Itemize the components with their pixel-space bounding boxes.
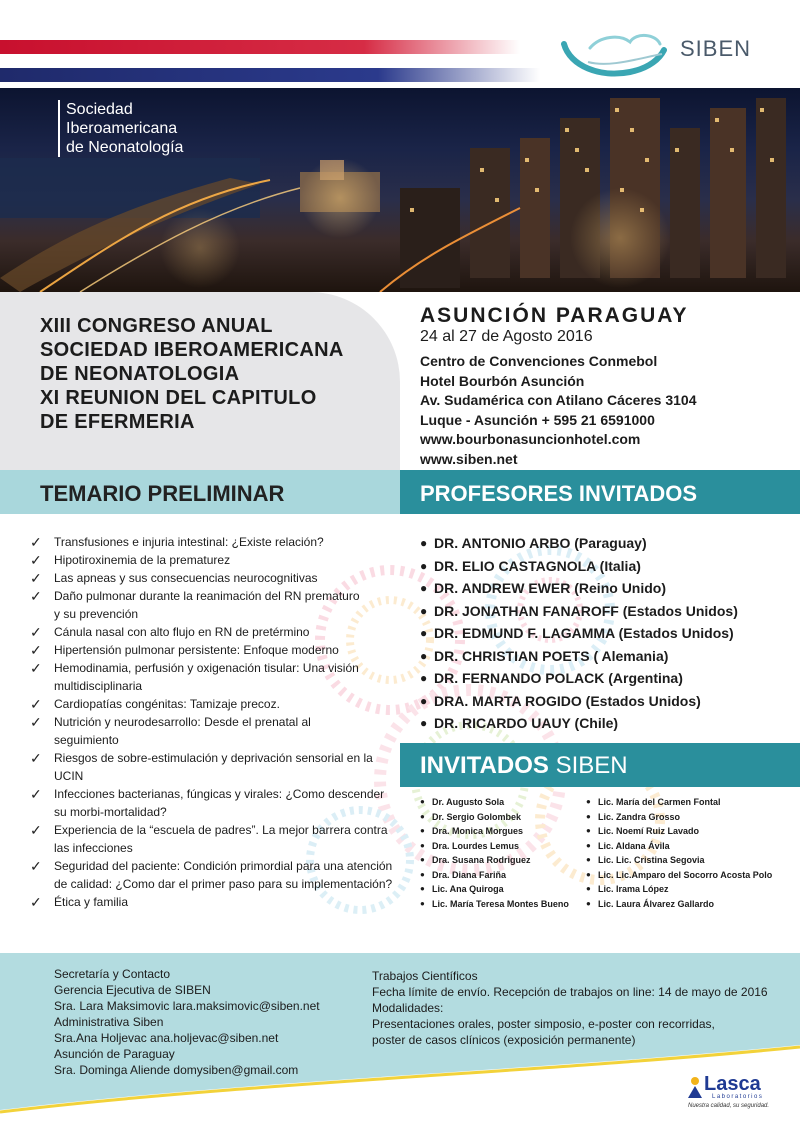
list-item-text: Lic. Ana Quiroga — [432, 884, 504, 894]
list-item — [420, 600, 790, 623]
bullet-icon: ● — [420, 648, 428, 663]
check-icon: ✓ — [30, 696, 42, 712]
venue-info — [420, 304, 790, 469]
list-item-text: DR. CHRISTIAN POETS ( Alemania) — [434, 647, 669, 664]
list-item-text: Dra. Monica Morgues — [432, 826, 524, 836]
list-item — [30, 857, 400, 893]
venue-line: Hotel Bourbón Asunción — [420, 372, 585, 389]
lasca-tagline: Nuestra calidad, su seguridad. — [688, 1103, 770, 1109]
venue-dates: 24 al 27 de Agosto 2016 — [420, 328, 593, 345]
bullet-icon: ● — [420, 671, 428, 685]
list-item — [586, 839, 791, 854]
list-item-text: de calidad: ¿Como dar el primer paso para su implementación? — [54, 877, 393, 891]
profesores-list — [420, 532, 790, 735]
contact-line: Administrativa Siben — [54, 1015, 164, 1029]
list-item — [420, 795, 590, 810]
trabajos-line: poster de casos clínicos (exposición permanente) — [372, 1033, 636, 1047]
list-item-text: DRA. MARTA ROGIDO (Estados Unidos) — [434, 692, 701, 709]
trabajos-line: Presentaciones orales, poster simposio, e-poster con recorridas, — [372, 1017, 715, 1031]
list-item — [30, 713, 400, 749]
list-item-text: DR. ANDREW EWER (Reino Unido) — [434, 580, 667, 596]
list-item-text: su morbi-mortalidad? — [54, 805, 167, 819]
check-icon: ✓ — [30, 624, 42, 640]
profesores-title: PROFESORES INVITADOS — [420, 481, 698, 506]
check-icon: ✓ — [30, 786, 42, 802]
list-item-text: Ética y familia — [54, 895, 129, 909]
congress-title — [40, 314, 390, 434]
list-item — [30, 533, 400, 551]
header-red-stripe — [0, 40, 520, 54]
list-item — [420, 555, 790, 578]
list-item — [586, 868, 791, 883]
list-item-text: Lic. Noemí Ruiz Lavado — [598, 826, 700, 836]
list-item — [30, 659, 400, 695]
hotel-website-link[interactable]: www.bourbonasuncionhotel.com — [420, 431, 641, 447]
society-line-3: de Neonatología — [66, 139, 184, 156]
list-item — [30, 821, 400, 857]
list-item — [30, 551, 400, 569]
check-icon: ✓ — [30, 642, 42, 658]
bullet-icon: ● — [420, 558, 428, 573]
list-item — [586, 824, 791, 839]
list-item — [420, 810, 590, 825]
congress-title-line: DE EFERMERIA — [40, 411, 195, 433]
list-item — [30, 569, 400, 587]
contact-email-lara[interactable]: Sra. Lara Maksimovic lara.maksimovic@siben.net — [54, 999, 320, 1013]
list-item — [420, 532, 790, 555]
list-item-text: Dr. Augusto Sola — [432, 797, 505, 807]
list-item — [420, 897, 590, 912]
list-item — [30, 695, 400, 713]
trabajos-line: Trabajos Científicos — [372, 969, 478, 983]
bullet-icon: ● — [420, 693, 428, 708]
bullet-icon: ● — [586, 869, 591, 879]
venue-line: Centro de Convenciones Conmebol — [420, 353, 658, 369]
check-icon: ✓ — [30, 822, 42, 838]
list-item — [420, 690, 790, 713]
list-item — [30, 893, 400, 911]
invitados-title-light: SIBEN — [555, 752, 628, 779]
list-item-text: Lic. María del Carmen Fontal — [598, 797, 721, 807]
bullet-icon: ● — [420, 603, 428, 618]
list-item-text: Experiencia de la “escuela de padres”. La mejor barrera contra — [54, 823, 388, 837]
list-item-text: Dra. Lourdes Lemus — [432, 840, 520, 851]
check-icon: ✓ — [30, 552, 42, 568]
header-blue-stripe — [0, 68, 540, 82]
list-item-text: DR. FERNANDO POLACK (Argentina) — [434, 670, 683, 686]
list-item-text: Lic. María Teresa Montes Bueno — [432, 898, 569, 909]
bullet-icon: ● — [586, 898, 591, 908]
list-item-text: DR. ANTONIO ARBO (Paraguay) — [434, 535, 647, 551]
bullet-icon: ● — [420, 536, 428, 550]
list-item — [420, 577, 790, 600]
contact-line: Gerencia Ejecutiva de SIBEN — [54, 983, 211, 997]
list-item-text: DR. RICARDO UAUY (Chile) — [434, 715, 619, 731]
contact-info — [54, 966, 374, 1078]
venue-city: ASUNCIÓN PARAGUAY — [420, 304, 689, 327]
list-item — [586, 853, 791, 868]
list-item-text: Dr. Sergio Golombek — [432, 811, 522, 822]
list-item-text: Dra. Susana Rodriguez — [432, 855, 531, 865]
siben-logo-text: SIBEN — [680, 36, 752, 61]
bullet-icon: ● — [586, 826, 591, 835]
list-item — [420, 882, 590, 897]
bullet-icon: ● — [420, 826, 425, 835]
bullet-icon: ● — [586, 840, 591, 850]
bullet-icon: ● — [420, 811, 425, 821]
invitados-title-bold: INVITADOS — [420, 752, 549, 779]
list-item-text: Infecciones bacterianas, fúngicas y virales: ¿Como descender — [54, 787, 385, 801]
list-item-text: DR. EDMUND F. LAGAMMA (Estados Unidos) — [434, 625, 734, 641]
congress-title-line: DE NEONATOLOGIA — [40, 363, 240, 385]
list-item — [586, 795, 791, 810]
list-item-text: Cardiopatías congénitas: Tamizaje precoz. — [54, 697, 280, 711]
venue-line: Av. Sudamérica con Atilano Cáceres 3104 — [420, 392, 697, 408]
bullet-icon: ● — [420, 626, 428, 640]
list-item-text: las infecciones — [54, 841, 133, 855]
list-item-text: Lic. Zandra Grosso — [598, 811, 681, 822]
list-item-text: multidisciplinaria — [54, 679, 143, 693]
check-icon: ✓ — [30, 714, 42, 730]
list-item — [30, 623, 400, 641]
trabajos-line: Fecha límite de envío. Recepción de trabajos on line: 14 de mayo de 2016 — [372, 985, 768, 999]
list-item-text: y su prevención — [54, 607, 139, 621]
list-item-text: Nutrición y neurodesarrollo: Desde el prenatal al — [54, 715, 311, 729]
list-item-text: Lic. Irama López — [598, 884, 669, 894]
lasca-subtitle: Laboratorios — [712, 1094, 764, 1100]
check-icon: ✓ — [30, 750, 42, 766]
bullet-icon: ● — [586, 855, 591, 864]
congress-title-line: SOCIEDAD IBEROAMERICANA — [40, 339, 344, 361]
list-item-text: Hemodinamia, perfusión y oxigenación tisular: Una visión — [54, 661, 359, 675]
list-item-text: Lic. Laura Álvarez Gallardo — [598, 898, 715, 909]
check-icon: ✓ — [30, 858, 42, 874]
invitados-list-left — [420, 795, 590, 911]
contact-line: Secretaría y Contacto — [54, 967, 171, 981]
check-icon: ✓ — [30, 588, 42, 604]
list-item-text: Hipertensión pulmonar persistente: Enfoque moderno — [54, 643, 339, 657]
list-item — [586, 882, 791, 897]
list-item — [420, 839, 590, 854]
list-item-text: UCIN — [54, 769, 84, 783]
temario-list — [30, 533, 400, 911]
check-icon: ✓ — [30, 570, 42, 586]
bullet-icon: ● — [586, 811, 591, 821]
lasca-logo-icon — [686, 1076, 704, 1100]
check-icon: ✓ — [30, 534, 42, 550]
list-item-text: Riesgos de sobre-estimulación y deprivación sensorial en la — [54, 751, 373, 765]
bullet-icon: ● — [420, 869, 425, 879]
bullet-icon: ● — [420, 840, 425, 850]
contact-email-ana[interactable]: Sra.Ana Holjevac ana.holjevac@siben.net — [54, 1031, 279, 1045]
list-item-text: Transfusiones e injuria intestinal: ¿Existe relación? — [54, 535, 324, 549]
list-item-text: DR. ELIO CASTAGNOLA (Italia) — [434, 557, 641, 574]
bullet-icon: ● — [420, 898, 425, 908]
bullet-icon: ● — [586, 884, 591, 893]
list-item-text: DR. JONATHAN FANAROFF (Estados Unidos) — [434, 602, 738, 619]
bullet-icon: ● — [586, 797, 591, 806]
bullet-icon: ● — [420, 716, 428, 730]
venue-line: Luque - Asunción + 595 21 6591000 — [420, 411, 655, 428]
list-item-text: Las apneas y sus consecuencias neurocognitivas — [54, 571, 318, 585]
list-item-text: Lic. Lic.Amparo del Socorro Acosta Polo — [598, 869, 773, 880]
check-icon: ✓ — [30, 894, 42, 910]
congress-title-line: XIII CONGRESO ANUAL — [40, 315, 273, 337]
list-item — [420, 868, 590, 883]
list-item — [420, 824, 590, 839]
society-line-1: Sociedad — [66, 101, 133, 118]
invitados-title — [420, 752, 628, 780]
list-item-text: Seguridad del paciente: Condición primordial para una atención — [54, 859, 393, 873]
list-item-text: Daño pulmonar durante la reanimación del RN prematuro — [54, 589, 360, 603]
list-item — [30, 749, 400, 785]
list-item — [30, 785, 400, 821]
contact-email-dominga[interactable]: Sra. Dominga Aliende domysiben@gmail.com — [54, 1063, 299, 1077]
list-item-text: Dra. Diana Fariña — [432, 869, 507, 880]
list-item — [420, 853, 590, 868]
society-line-2: Iberoamericana — [66, 120, 178, 137]
siben-website-link[interactable]: www.siben.net — [420, 450, 518, 467]
trabajos-info — [372, 968, 792, 1048]
invitados-list-right — [586, 795, 791, 911]
bullet-icon: ● — [420, 581, 428, 595]
list-item — [420, 622, 790, 645]
bullet-icon: ● — [420, 797, 425, 806]
contact-line: Asunción de Paraguay — [54, 1047, 175, 1061]
lasca-logo-text: Lasca — [704, 1073, 761, 1095]
list-item — [420, 712, 790, 735]
bullet-icon: ● — [420, 884, 425, 893]
list-item-text: Lic. Lic. Cristina Segovia — [598, 855, 705, 865]
list-item-text: Lic. Aldana Ávila — [598, 840, 670, 851]
list-item — [420, 667, 790, 690]
trabajos-line: Modalidades: — [372, 1001, 444, 1015]
list-item — [30, 641, 400, 659]
list-item — [586, 810, 791, 825]
bullet-icon: ● — [420, 855, 425, 864]
list-item — [586, 897, 791, 912]
temario-title: TEMARIO PRELIMINAR — [40, 481, 285, 506]
society-name — [58, 100, 183, 157]
list-item-text: Cánula nasal con alto flujo en RN de pretérmino — [54, 625, 310, 639]
congress-title-line: XI REUNION DEL CAPITULO — [40, 387, 317, 409]
list-item-text: seguimiento — [54, 733, 119, 747]
list-item — [30, 587, 400, 623]
check-icon: ✓ — [30, 660, 42, 676]
list-item-text: Hipotiroxinemia de la prematurez — [54, 553, 231, 567]
list-item — [420, 645, 790, 668]
